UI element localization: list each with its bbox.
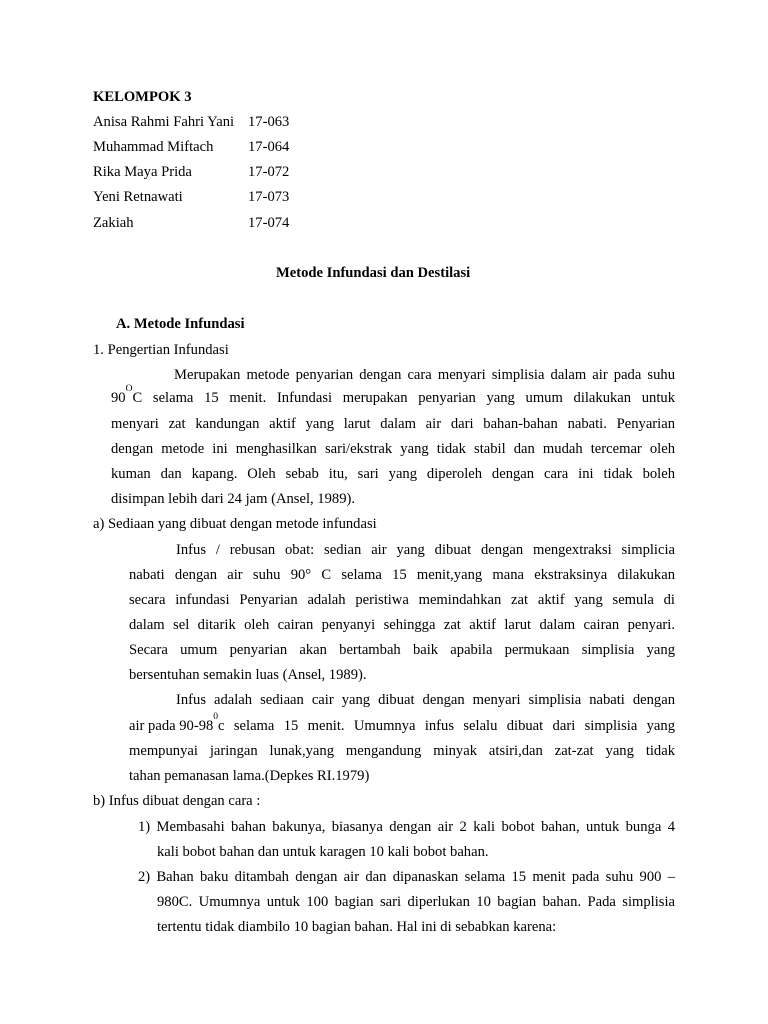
subsection-heading: 1. Pengertian Infundasi xyxy=(93,342,229,358)
member-name: Rika Maya Prida xyxy=(93,164,192,180)
paragraph-line: dengan metode ini menghasilkan sari/ekstrak yang tidak stabil dan mudah tercemar oleh xyxy=(111,441,675,457)
paragraph-text: c selama 15 menit. Umumnya infus selalu dibuat dari simplisia yang xyxy=(218,718,675,734)
paragraph-line: tahan pemanasan lama.(Depkes RI.1979) xyxy=(129,768,370,784)
step-line: kali bobot bahan dan untuk karagen 10 kali bobot bahan. xyxy=(157,844,489,860)
paragraph-line: Infus adalah sediaan cair yang dibuat dengan menyari simplisia nabati dengan xyxy=(176,692,675,708)
member-nim: 17-063 xyxy=(248,114,290,130)
member-nim: 17-074 xyxy=(248,215,290,231)
step-line: 2) Bahan baku ditambah dengan air dan dipanaskan selama 15 menit pada suhu 900 – xyxy=(138,869,675,885)
document-title: Metode Infundasi dan Destilasi xyxy=(276,265,471,281)
step-line: 1) Membasahi bahan bakunya, biasanya dengan air 2 kali bobot bahan, untuk bunga 4 xyxy=(138,819,675,835)
paragraph-line: disimpan lebih dari 24 jam (Ansel, 1989). xyxy=(111,491,355,507)
member-name: Yeni Retnawati xyxy=(93,189,183,205)
paragraph-line xyxy=(129,712,675,735)
step-line: tertentu tidak diambilo 10 bagian bahan. Hal ini di sebabkan karena: xyxy=(157,919,557,935)
paragraph-line: Merupakan metode penyarian dengan cara menyari simplisia dalam air pada suhu xyxy=(174,367,675,383)
temp-value: 90 xyxy=(111,390,126,406)
member-nim: 17-072 xyxy=(248,164,290,180)
member-name: Anisa Rahmi Fahri Yani xyxy=(93,114,235,130)
degree-sup: 0 xyxy=(213,712,219,722)
paragraph-line: secara infundasi Penyarian adalah peristiwa memindahkan zat aktif yang semula di xyxy=(129,592,675,608)
paragraph-line: menyari zat kandungan aktif yang larut dalam air dari bahan-bahan nabati. Penyarian xyxy=(111,416,675,432)
paragraph-text: C selama 15 menit. Infundasi merupakan penyarian yang umum dilakukan untuk xyxy=(132,390,675,406)
paragraph-line xyxy=(111,384,675,407)
paragraph-line: Secara umum penyarian akan bertambah baik apabila permukaan simplisia yang xyxy=(129,642,675,658)
list-item: b) Infus dibuat dengan cara : xyxy=(93,793,261,809)
member-nim: 17-073 xyxy=(248,189,290,205)
paragraph-line: bersentuhan semakin luas (Ansel, 1989). xyxy=(129,667,367,683)
paragraph-line: kuman dan kapang. Oleh sebab itu, sari yang diperoleh dengan cara ini tidak boleh xyxy=(111,466,675,482)
paragraph-line: mempunyai jaringan lunak,yang mengandung minyak atsiri,dan zat-zat yang tidak xyxy=(129,743,675,759)
paragraph-line: nabati dengan air suhu 90° C selama 15 menit,yang mana ekstraksinya dilakukan xyxy=(129,567,675,583)
member-name: Muhammad Miftach xyxy=(93,139,214,155)
group-heading: KELOMPOK 3 xyxy=(93,89,192,105)
paragraph-line: dalam sel ditarik oleh cairan penyanyi sehingga zat aktif larut dalam cairan penyari. xyxy=(129,617,675,633)
paragraph-text: air pada 90-98 xyxy=(129,718,214,734)
paragraph-line: Infus / rebusan obat: sedian air yang dibuat dengan mengextraksi simplicia xyxy=(176,542,675,558)
degree-sup: O xyxy=(125,384,133,394)
list-item: a) Sediaan yang dibuat dengan metode infundasi xyxy=(93,516,377,532)
step-line: 980C. Umumnya untuk 100 bagian sari diperlukan 10 bagian bahan. Pada simplisia xyxy=(157,894,675,910)
member-name: Zakiah xyxy=(93,215,134,231)
member-nim: 17-064 xyxy=(248,139,290,155)
section-heading: A. Metode Infundasi xyxy=(116,316,245,332)
